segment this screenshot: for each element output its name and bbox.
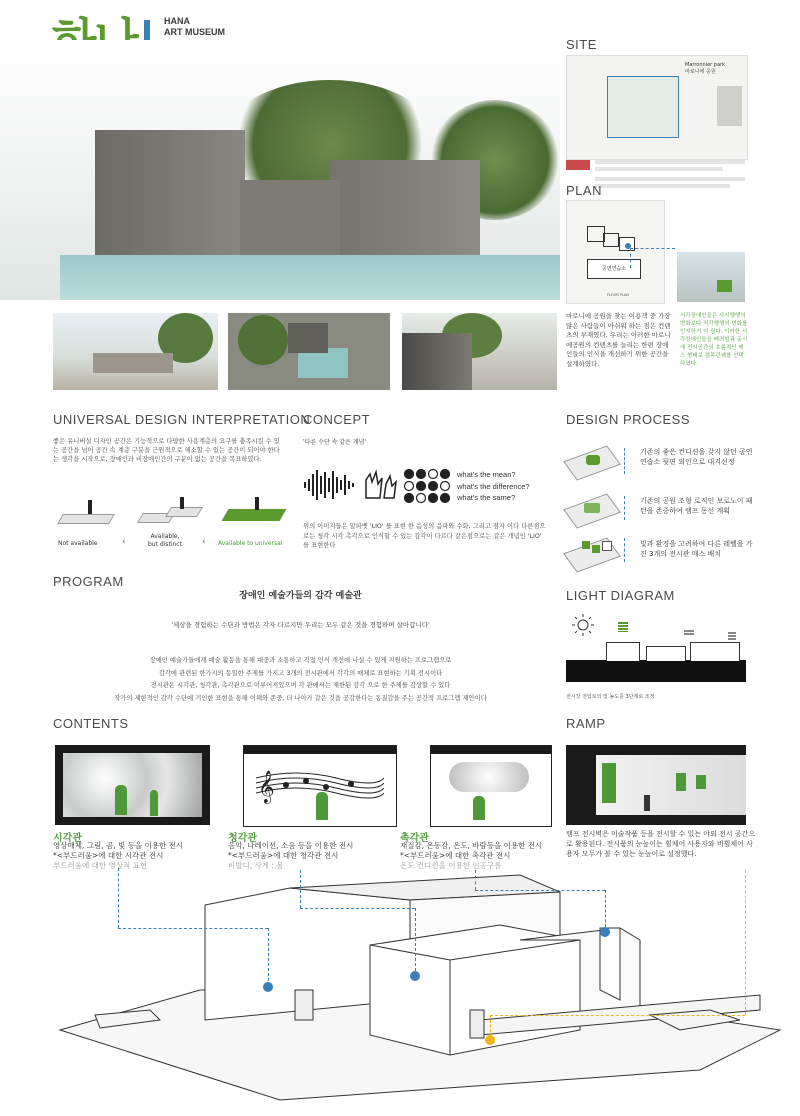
connector-auditory bbox=[300, 908, 415, 909]
concept-title: CONCEPT bbox=[303, 412, 371, 427]
ramp-render bbox=[566, 745, 746, 825]
content-line: 재질감, 온동감, 온도, 바람등을 이용한 전시 bbox=[400, 841, 543, 850]
connector-auditory bbox=[300, 870, 301, 908]
plan-drawing bbox=[566, 200, 665, 304]
light-diagram-caption: 전시장 전입로의 빛 농도를 3단계로 조정 bbox=[566, 694, 655, 700]
connector-ramp bbox=[490, 1015, 491, 1037]
ramp-artwork bbox=[602, 763, 616, 803]
site-caption-line bbox=[595, 160, 745, 164]
plan-room-2 bbox=[603, 233, 619, 247]
slab-green bbox=[586, 455, 600, 465]
auditory-top-bar bbox=[244, 746, 396, 754]
building-axonometric bbox=[0, 870, 800, 1116]
render-photo-3 bbox=[402, 313, 557, 390]
figure bbox=[88, 500, 92, 514]
ramp-artwork bbox=[696, 775, 706, 789]
connector-tactile bbox=[475, 870, 476, 890]
ramp-title: RAMP bbox=[566, 716, 606, 731]
light-diagram-title: LIGHT DIAGRAM bbox=[566, 588, 675, 603]
process-connector bbox=[624, 448, 625, 474]
universal-label-3: Available to universal bbox=[218, 540, 283, 547]
contents-title: CONTENTS bbox=[53, 716, 129, 731]
program-line-2: 감각에 관련된 한가지의 동일한 주제를 가지고 3개의 전시관에서 각각의 매체로 표현하는 기획 전시이다 bbox=[158, 669, 443, 677]
slab bbox=[57, 514, 115, 524]
figure-green bbox=[316, 792, 328, 820]
connector-ramp bbox=[745, 870, 746, 1015]
building-marker-auditory bbox=[410, 971, 420, 981]
content-panel-visual bbox=[55, 745, 210, 825]
process-connector bbox=[624, 496, 625, 520]
plan-room-label: 공연연습소 bbox=[587, 259, 641, 279]
site-map-label: Marronnier park 마로니에 공원 bbox=[685, 62, 725, 75]
process-step-3: 빛과 환경을 고려하여 다른 레벨을 가진 3개의 전시관 매스 배치 bbox=[640, 540, 753, 558]
site-title: SITE bbox=[566, 37, 597, 52]
process-diagram-1 bbox=[566, 445, 618, 477]
concrete-mass-back bbox=[240, 180, 340, 260]
site-map bbox=[566, 55, 748, 160]
slab bbox=[563, 538, 621, 573]
content-panel-tactile bbox=[430, 745, 552, 827]
program-title: PROGRAM bbox=[53, 574, 124, 589]
connector-tactile bbox=[605, 890, 606, 932]
sound-wave-icon bbox=[303, 468, 355, 502]
concept-question-3: what's the same? bbox=[457, 493, 516, 502]
universal-label-1: Not available bbox=[58, 540, 98, 547]
universal-diagram-1 bbox=[60, 500, 110, 528]
section-mass bbox=[690, 642, 740, 661]
content-title-auditory: 청각관 bbox=[228, 833, 257, 844]
program-heading: 장애인 예술가들의 감각 예술관 bbox=[239, 591, 362, 601]
content-line: 온도 컨디션을 이용한 인공구름 bbox=[400, 861, 502, 870]
process-diagram-2 bbox=[566, 493, 618, 525]
mass-white bbox=[602, 541, 612, 551]
concrete-mass-right bbox=[330, 160, 480, 270]
light-level-1 bbox=[618, 622, 628, 632]
plan-marker bbox=[625, 243, 631, 249]
process-connector bbox=[624, 538, 625, 562]
building-marker-tactile bbox=[600, 927, 610, 937]
light-level-2 bbox=[684, 630, 694, 636]
connector-ramp bbox=[490, 1015, 745, 1016]
ramp-figure bbox=[644, 795, 650, 811]
process-step-2: 기존의 공원 조형 로적인 보로노이 패턴을 존중하여 램프 동선 계획 bbox=[640, 497, 753, 515]
universal-text: 좋은 유니버설 디자인 공간은 기능적으로 다양한 사용계층의 요구를 충족시킬 수 있는 공간을 넘어 공간 속 계층 구분을 근원적으로 해소할 수 있는 공간이 되어야 한다는 생각을 시작으로, 장애인과 비장애인간의 구분이 없는 공간을 목표하였다. bbox=[53, 438, 280, 463]
sign-language-icon bbox=[360, 468, 400, 502]
ramp-wall bbox=[596, 755, 746, 815]
universal-diagram-2 bbox=[140, 497, 200, 527]
site-building bbox=[717, 86, 742, 126]
content-line: 비발디, 사계 : 봄 bbox=[228, 861, 284, 870]
connector-visual bbox=[118, 928, 268, 929]
process-step-1: 기존의 좋은 컨디션을 갖지 않던 공연연습소 뒷편 외인으로 대지선정 bbox=[640, 448, 753, 466]
sun-icon bbox=[572, 614, 594, 636]
connector-tactile bbox=[475, 890, 605, 891]
content-text-tactile bbox=[400, 841, 560, 871]
program-line-4: 작가의 제한적인 감각 수단에 기인한 표현을 통해 이해와 존중, 더 나아가 같은 것을 공감한다는 동질감을 주는 공간적 프로그램 제안이다 bbox=[114, 694, 487, 702]
plan-text: 마로니에 공원을 찾는 이용객 중 가장 많은 사람들이 아쉬워 하는 점은 컨텐츠의 부재였다. 우리는 이러한 마로니에공원의 컨텐츠를 늘리는 한편 장애인들의 인식을 개선하기 위한 공간을 설계하였다. bbox=[566, 312, 671, 368]
section-mass bbox=[606, 642, 640, 661]
connector-visual bbox=[268, 928, 269, 986]
universal-title: UNIVERSAL DESIGN INTERPRETATION bbox=[53, 412, 311, 427]
concept-text: 위의 이미지들은 알파벳 'LIO' 를 표현 한 음성의 음파와 수화, 그리고 점자 이다 다른점으로는 청각 시각 촉각으로 인식할 수 있는 감각이 다르다 같은점으로는 같은 개념인 'LIO' 를 표현한다 bbox=[303, 523, 546, 549]
tree bbox=[238, 315, 288, 365]
logo-accent-blue bbox=[144, 20, 150, 40]
content-line: 영상매체, 그림, 곰, 빛 등을 이용한 전시 bbox=[53, 841, 184, 850]
logo-english: HANA ART MUSEUM bbox=[164, 16, 225, 37]
render-photo-1 bbox=[53, 313, 218, 390]
building-marker-visual bbox=[263, 982, 273, 992]
pool-water bbox=[60, 255, 560, 300]
slab-green bbox=[222, 509, 287, 521]
section-ground bbox=[566, 660, 746, 682]
content-line: *<부드러움>에 대한 청각관 전시 bbox=[228, 851, 339, 860]
program-lines bbox=[53, 655, 548, 705]
mass bbox=[288, 323, 328, 353]
content-line: *<부드러움>에 대한 촉각관 전시 bbox=[400, 851, 511, 860]
process-diagram-3 bbox=[566, 535, 618, 567]
svg-text:𝄞: 𝄞 bbox=[258, 770, 275, 803]
content-title-visual: 시각관 bbox=[53, 833, 82, 844]
hero-render bbox=[0, 40, 560, 300]
program-line-3: 전시관은 시각관, 청각관, 촉각관으로 이루어져있으며 각 관에서는 제한된 감각 으로 한 주제를 감상할 수 있다 bbox=[150, 682, 451, 689]
universal-diagram-3 bbox=[225, 495, 285, 527]
figure bbox=[180, 497, 184, 509]
concept-question-2: what's the difference? bbox=[457, 481, 530, 491]
site-caption-line bbox=[595, 177, 745, 181]
tactile-top-bar bbox=[431, 746, 551, 754]
content-text-visual bbox=[53, 841, 233, 871]
content-line: 부드러움에 대한 영상적 표현 bbox=[53, 861, 148, 870]
braille-icon bbox=[403, 468, 455, 504]
concept-questions bbox=[457, 469, 530, 504]
design-process-title: DESIGN PROCESS bbox=[566, 412, 691, 427]
concept-question-1: what's the mean? bbox=[457, 470, 516, 479]
wall bbox=[93, 353, 173, 373]
plan-side-text: 시각장애인들은 사시행행의 변화보다 직각행행의 변화를 인지하기 더 쉽다. 이러한 시각장애인들을 배려함과 동시에 전시공간의 흐름적인 매스 형태로 점목관퀘를 선택하였다. bbox=[680, 313, 748, 367]
slab-green bbox=[584, 503, 600, 513]
visual-screen bbox=[63, 753, 202, 817]
content-text-auditory bbox=[228, 841, 408, 871]
plan-title: PLAN bbox=[566, 183, 602, 198]
content-line: *<부드러움>에 대한 시각관 전시 bbox=[53, 851, 164, 860]
figure-green bbox=[473, 796, 485, 820]
plan-detail-green bbox=[717, 280, 732, 292]
program-line-1: 장애인 예술가들에게 예술 활동을 통해 대중과 소통하고 직접 인식 개선에 나설 수 있게 지원하는 프로그램으로 bbox=[149, 657, 452, 664]
figure-green bbox=[115, 785, 127, 815]
ramp-text: 램프 전시벽은 미술작품 등을 전시할 수 있는 야외 전시 공간으로 활용된다. 전시품의 눈높이는 휠체어 사용자와 비휠체어 사용자 모두가 볼 수 있는 눈높이로 설정했다. bbox=[566, 830, 756, 858]
site-logo-mark bbox=[566, 160, 590, 170]
plan-connector bbox=[630, 248, 675, 249]
site-park-area bbox=[607, 76, 679, 138]
universal-label-2: Available, but distinct bbox=[148, 533, 182, 548]
content-line: 음악, 나레이션, 소음 등을 이용한 전시 bbox=[228, 841, 354, 850]
site-caption-line bbox=[595, 167, 723, 171]
light-diagram bbox=[566, 612, 746, 687]
slab bbox=[165, 507, 203, 517]
connector-auditory bbox=[415, 908, 416, 976]
mass-green bbox=[582, 541, 590, 549]
plan-detail-render bbox=[677, 252, 745, 302]
chevron-left-icon: ‹ bbox=[122, 537, 126, 547]
site-caption bbox=[595, 160, 745, 188]
figure-green bbox=[150, 790, 158, 816]
section-mass bbox=[646, 646, 686, 661]
concept-quote: '다른 수단 속 같은 개념' bbox=[303, 439, 367, 446]
plan-floor-label: FLOOR PLAN bbox=[607, 293, 630, 297]
wall bbox=[402, 333, 472, 390]
content-title-tactile: 촉각관 bbox=[400, 833, 429, 844]
cloud bbox=[449, 762, 529, 792]
connector-visual bbox=[118, 868, 119, 928]
chevron-left-icon: ‹ bbox=[202, 537, 206, 547]
render-photo-2 bbox=[228, 313, 390, 390]
light-level-3 bbox=[728, 632, 736, 640]
mass-green bbox=[592, 545, 600, 553]
content-panel-auditory bbox=[243, 745, 397, 827]
plan-connector bbox=[630, 248, 631, 268]
site-caption-line bbox=[595, 184, 730, 188]
program-quote: '세상을 경험하는 수단과 방법은 각자 다르지만 우리는 모두 같은 것을 경험하며 살아갑니다' bbox=[171, 621, 430, 629]
figure bbox=[255, 497, 259, 510]
ramp-artwork bbox=[676, 773, 686, 791]
